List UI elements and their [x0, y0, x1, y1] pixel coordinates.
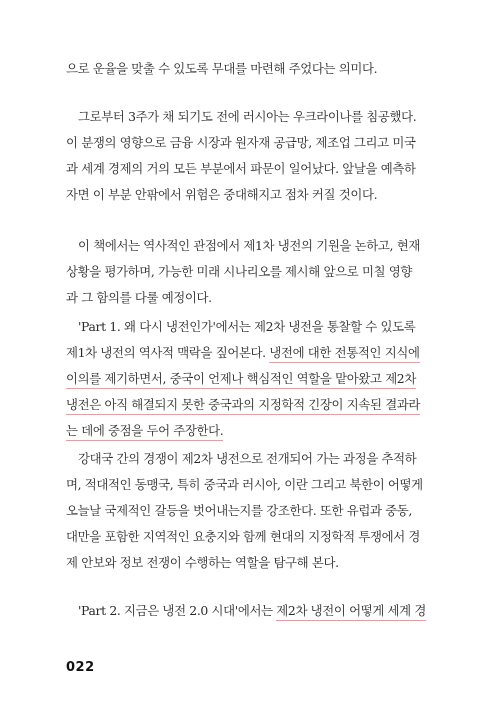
highlighted-text: 냉전에 대한 전통적인 지식에 — [269, 345, 419, 363]
text-line — [66, 370, 416, 388]
text-line: 이 분쟁의 영향으로 금융 시장과 원자재 공급망, 제조업 그리고 미국 — [66, 135, 416, 150]
text-line: 'Part 1. 왜 다시 냉전인가'에서는 제2차 냉전을 통찰할 수 있도록 — [78, 319, 416, 334]
text-line: 제 안보와 정보 전쟁이 수행하는 역할을 탐구해 본다. — [66, 555, 339, 570]
text-line: 과 그 함의를 다룰 예정이다. — [66, 290, 212, 305]
highlighted-text: 냉전은 아직 해결되지 못한 중국과의 지정학적 긴장이 지속된 결과라 — [66, 397, 420, 415]
text-line — [66, 396, 420, 414]
text-line — [66, 422, 223, 440]
highlighted-text: 는 데에 중점을 두어 주장한다. — [66, 423, 223, 441]
text-line: 으로 운율을 맞출 수 있도록 무대를 마련해 주었다는 의미다. — [66, 61, 378, 76]
text-line: 오늘날 국제적인 갈등을 벗어내는지를 강조한다. 또한 유럽과 중동, — [66, 503, 413, 518]
text-line: 대만을 포함한 지역적인 요충지와 함께 현대의 지정학적 투쟁에서 경 — [66, 529, 421, 544]
page-number: 022 — [66, 660, 95, 675]
highlighted-text: 이의를 제기하면서, 중국이 언제나 핵심적인 역할을 맡아왔고 제2차 — [66, 371, 416, 389]
text-line: 그로부터 3주가 채 되기도 전에 러시아는 우크라이나를 침공했다. — [78, 109, 417, 124]
text-segment: 'Part 2. 지금은 냉전 2.0 시대'에서는 — [78, 603, 277, 618]
text-line — [66, 344, 420, 362]
text-line — [78, 602, 426, 620]
text-line: 자면 이 부분 안팎에서 위험은 중대해지고 점차 커질 것이다. — [66, 187, 378, 202]
text-line: 상황을 평가하며, 가능한 미래 시나리오를 제시해 앞으로 미칠 영향 — [66, 264, 413, 279]
text-line: 이 책에서는 역사적인 관점에서 제1차 냉전의 기원을 논하고, 현재 — [78, 238, 420, 253]
highlighted-text: 제2차 냉전이 어떻게 세계 경 — [276, 603, 426, 621]
text-segment: 제1차 냉전의 역사적 맥락을 짚어본다. — [66, 345, 270, 360]
text-line: 과 세계 경제의 거의 모든 부분에서 파문이 일어났다. 앞날을 예측하 — [66, 161, 416, 176]
text-line: 며, 적대적인 동맹국, 특히 중국과 러시아, 이란 그리고 북한이 어떻게 — [66, 477, 423, 492]
text-line: 강대국 간의 경쟁이 제2차 냉전으로 전개되어 가는 과정을 추적하 — [78, 451, 417, 466]
